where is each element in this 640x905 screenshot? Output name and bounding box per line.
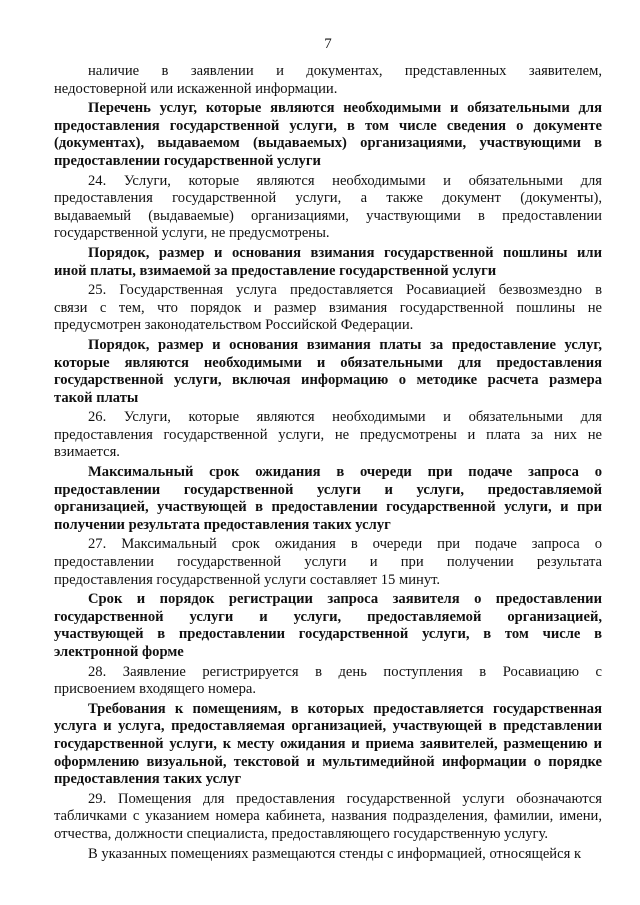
text-line: Максимальный срок ожидания в очереди при подаче запроса о [88, 464, 602, 481]
text-line: предоставлении государственной услуги и при получении результата [54, 554, 602, 571]
paragraph [54, 791, 602, 844]
text-line: присвоением входящего номера. [54, 681, 257, 698]
text-line: получении результата предоставления таких услуг [54, 516, 391, 533]
text-line: Требования к помещениям, в которых предоставляется государственная [88, 700, 602, 717]
text-line: электронной форме [54, 644, 184, 660]
text-line: услуга и услуга, предоставляемая организацией, участвующей в представлении [54, 718, 602, 735]
text-line: предоставления государственной услуги, в том числе сведения о документе [54, 117, 602, 134]
text-line: выдаваемый (выдаваемые) организациями, участвующими в предоставлении [54, 207, 602, 224]
section-heading [54, 591, 602, 661]
paragraph [54, 63, 602, 98]
paragraph [54, 282, 602, 335]
text-line: 25. Государственная услуга предоставляется Росавиацией безвозмездно в [88, 282, 602, 299]
text-line: В указанных помещениях размещаются стенды с информацией, относящейся к [88, 845, 582, 862]
paragraph [54, 846, 602, 864]
text-line: 28. Заявление регистрируется в день поступления в Росавиацию с [88, 663, 602, 680]
text-line: которые являются необходимыми и обязательными для предоставления [54, 354, 602, 371]
text-line: предоставления государственной услуги, а также документ (документы), [54, 190, 602, 207]
text-line: связи с тем, что порядок и размер взимания государственной пошлины не [54, 299, 602, 316]
section-heading [54, 701, 602, 789]
text-line: предоставлении государственной услуги и услуги, предоставляемой [54, 481, 602, 498]
text-line: Порядок, размер и основания взимания государственной пошлины или [88, 244, 602, 261]
text-line: (документах), выдаваемом (выдаваемых) организациями, участвующими в [54, 135, 602, 152]
text-line: взимается. [54, 444, 120, 461]
section-heading [54, 245, 602, 280]
paragraph [54, 409, 602, 462]
text-line: организацией, участвующей в предоставлении государственной услуги, и при [54, 499, 602, 516]
section-heading [54, 464, 602, 534]
section-heading [54, 100, 602, 170]
text-line: предоставлении государственной услуги [54, 152, 321, 169]
text-line: иной платы, взимаемой за предоставление государственной услуги [54, 262, 497, 279]
text-line: такой платы [54, 389, 139, 406]
text-line: государственной услуги и услуги, предоставляемой организацией, [54, 608, 602, 625]
text-line: табличками с указанием номера кабинета, названия подразделения, фамилии, имени, [54, 808, 602, 825]
text-line: недостоверной или искаженной информации. [54, 80, 338, 97]
text-line: 24. Услуги, которые являются необходимыми и обязательными для [88, 172, 602, 189]
text-line: отчества, должности специалиста, предоставляющего государственную услугу. [54, 825, 548, 842]
text-line: 27. Максимальный срок ожидания в очереди при подаче запроса о [88, 536, 602, 553]
text-line: государственной услуги, не предусмотрены. [54, 225, 330, 242]
paragraph [54, 173, 602, 243]
text-line: Срок и порядок регистрации запроса заявителя о предоставлении [88, 591, 602, 608]
text-line: 29. Помещения для предоставления государственной услуги обозначаются [88, 790, 602, 807]
text-line: 26. Услуги, которые являются необходимыми и обязательными для [88, 409, 602, 426]
paragraph [54, 536, 602, 589]
text-line: Порядок, размер и основания взимания платы за предоставление услуг, [88, 336, 602, 353]
text-line: предоставления государственной услуги, не предусмотрены и плата за них не [54, 426, 602, 443]
document-body [54, 63, 602, 863]
text-line: государственной услуги, включая информацию о методике расчета размера [54, 372, 602, 389]
text-line: предусмотрен законодательством Российской Федерации. [54, 317, 414, 334]
page-number: 7 [324, 36, 332, 52]
text-line: предоставления таких услуг [54, 771, 242, 788]
text-line: наличие в заявлении и документах, представленных заявителем, [88, 63, 602, 79]
section-heading [54, 337, 602, 407]
text-line: участвующей в предоставлении государственной услуги, в том числе в [54, 626, 602, 643]
text-line: оформлению визуальной, текстовой и мультимедийной информации о порядке [54, 753, 602, 770]
text-line: Перечень услуг, которые являются необходимыми и обязательными для [88, 100, 602, 117]
paragraph [54, 664, 602, 699]
text-line: государственной услуги, к месту ожидания и приема заявителей, размещению и [54, 735, 602, 752]
text-line: предоставления государственной услуги составляет 15 минут. [54, 571, 441, 588]
